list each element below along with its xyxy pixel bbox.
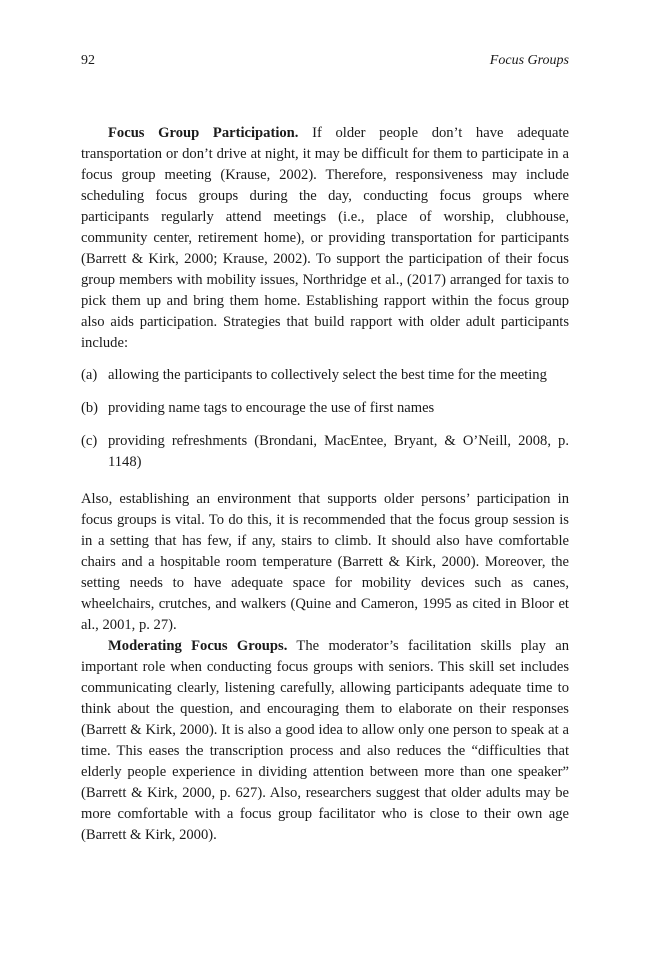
page-header <box>81 53 569 73</box>
section-heading-moderating: Moderating Focus Groups. <box>108 638 288 654</box>
paragraph-moderating-text: The moderator’s facilitation skills play an important role when conducting focus groups with seniors. This skill set includes communicating clearly, listening carefully, allowing participants adequate time to think about the question, and encouraging them to elaborate on their responses (Barrett & Kirk, 2000). It is also a good idea to allow only one person to speak at a time. This eases the transcription process and also reduces the “difficulties that elderly people experience in dividing attention between more than one speaker” (Barrett & Kirk, 2000, p. 627). Also, researchers suggest that older adults may be more comfortable with a focus group facilitator who is close to their own age (Barrett & Kirk, 2000). <box>81 638 569 843</box>
list-marker: (c) <box>81 433 98 449</box>
paragraph-environment: Also, establishing an environment that supports older persons’ participation in focus groups is vital. To do this, it is recommended that the focus group session is in a setting that has few, if any, stairs to climb. It should also have comfortable chairs and a hospitable room temperature (Barrett & Kirk, 2000). Moreover, the setting needs to have adequate space for mobility devices such as canes, wheelchairs, crutches, and walkers (Quine and Cameron, 1995 as cited in Bloor et al., 2001, p. 27). <box>81 491 569 633</box>
list-marker: (b) <box>81 400 99 416</box>
list-item <box>81 398 569 419</box>
list-item-text: providing refreshments (Brondani, MacEntee, Bryant, & O’Neill, 2008, p. 1148) <box>108 433 569 470</box>
strategy-list <box>81 365 569 473</box>
list-marker: (a) <box>81 367 98 383</box>
list-item-text: allowing the participants to collectively select the best time for the meeting <box>108 367 547 383</box>
section-heading-participation: Focus Group Participation. <box>108 125 299 141</box>
paragraph-participation-text: If older people don’t have adequate transportation or don’t drive at night, it may be difficult for them to participate in a focus group meeting (Krause, 2002). Therefore, responsiveness may include scheduling focus groups during the day, conducting focus groups where participants regularly attend meetings (i.e., place of worship, clubhouse, community center, retirement home), or providing transportation for participants (Barrett & Kirk, 2000; Krause, 2002). To support the participation of their focus group members with mobility issues, Northridge et al., (2017) arranged for taxis to pick them up and bring them home. Establishing rapport within the focus group also aids participation. Strategies that build rapport with older adult participants include: <box>81 125 569 351</box>
page-number: 92 <box>81 53 95 68</box>
body-text <box>81 123 569 846</box>
paragraph-moderating <box>81 636 569 846</box>
running-head: Focus Groups <box>489 53 569 68</box>
list-item <box>81 365 569 386</box>
paragraph-participation <box>81 123 569 354</box>
list-item-text: providing name tags to encourage the use of first names <box>108 400 435 416</box>
list-item <box>81 431 569 473</box>
